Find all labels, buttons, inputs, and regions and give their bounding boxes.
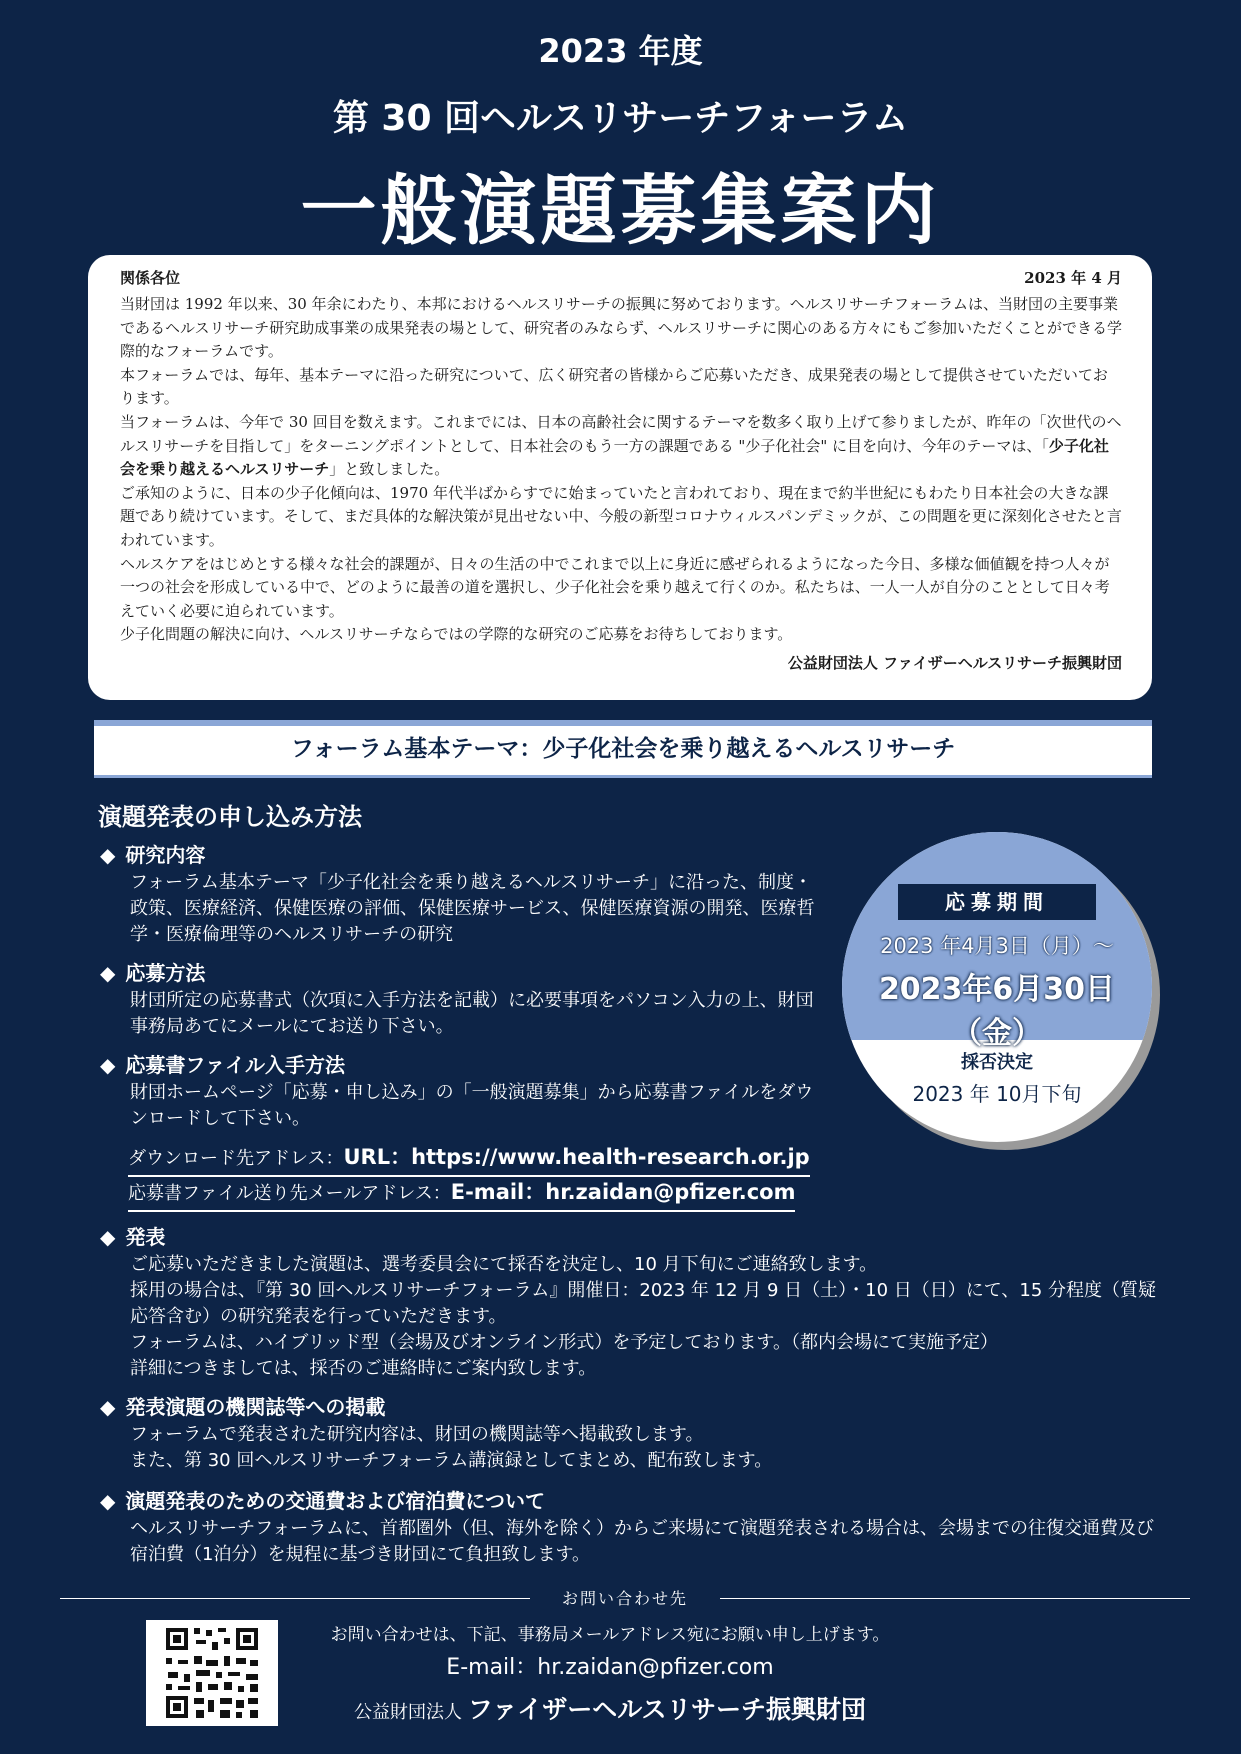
qr-code-icon[interactable] <box>146 1620 278 1726</box>
contact-email-link[interactable]: E-mail：hr.zaidan@pfizer.com <box>446 1655 774 1680</box>
download-url-line <box>128 1142 810 1177</box>
section-title: 応募方法 <box>125 961 206 985</box>
diamond-icon: ◆ <box>100 1395 116 1419</box>
section-presentation <box>100 1222 1160 1382</box>
section-body: 財団所定の応募書式（次項に入手方法を記載）に必要事項をパソコン入力の上、財団事務局あてにメールにてお送り下さい。 <box>130 990 814 1037</box>
period-end: 2023年6月30日（金） <box>878 972 1116 1051</box>
org-prefix: 公益財団法人 <box>354 1702 462 1723</box>
section-apply-method <box>100 958 820 1040</box>
submit-email-line <box>128 1177 795 1212</box>
letter-text: 当フォーラムは、今年で 30 回目を数えます。これまでには、日本の高齢社会に関するテーマを数多く取り上げて参りましたが、昨年の「次世代のヘルスリサーチを目指して」をターニングポイントとして、日本社会のもう一方の課題である "少子化社会" に目を向け、今年のテーマは、「 <box>120 412 1122 455</box>
letter-text: 」と致しました。 <box>329 460 450 479</box>
application-period-badge <box>842 832 1152 1142</box>
apply-heading: 演題発表の申し込み方法 <box>98 803 362 831</box>
year-heading: 2023 年度 <box>538 32 703 70</box>
letter-paragraph: ご承知のように、日本の少子化傾向は、1970 年代半ばからすでに始まっていたと言われており、現在まで約半世紀にもわたり日本社会の大きな課題であり続けています。そして、まだ具体的な解決策が見出せない中、今般の新型コロナウィルスパンデミックが、この問題を更に深刻化させたと言われています。 <box>120 483 1122 549</box>
letter-signature: 公益財団法人 ファイザーヘルスリサーチ振興財団 <box>787 653 1122 672</box>
section-research-content <box>100 840 820 948</box>
section-body: フォーラム基本テーマ「少子化社会を乗り越えるヘルスリサーチ」に沿った、制度・政策、医療経済、保健医療の評価、保健医療サービス、保健医療資源の開発、医療哲学・医療倫理等のヘルスリサーチの研究 <box>130 872 815 945</box>
section-body: ヘルスリサーチフォーラムに、首都圏外（但、海外を除く）からご来場にて演題発表される場合は、会場までの往復交通費及び宿泊費（1泊分）を規程に基づき財団にて負担致します。 <box>130 1518 1155 1565</box>
forum-title: 第 30 回ヘルスリサーチフォーラム <box>332 98 909 139</box>
section-file-download <box>100 1050 820 1132</box>
letter-salutation: 関係各位 <box>120 269 181 287</box>
section-title: 研究内容 <box>125 843 206 867</box>
divider <box>60 1598 530 1599</box>
section-journal <box>100 1392 1160 1474</box>
diamond-icon: ◆ <box>100 1053 116 1077</box>
section-body: ご応募いただきました演題は、選考委員会にて採否を決定し、10 月下旬にご連絡致します。 <box>130 1254 878 1275</box>
letter-paragraph: ヘルスケアをはじめとする様々な社会的課題が、日々の生活の中でこれまで以上に身近に感ぜられるようになった今日、多様な価値観を持つ人々が一つの社会を形成している中で、どのように最善の道を選択し、少子化社会を乗り越えて行くのか。私たちは、一人一人が自分のこととして日々考えていく必要に迫られています。 <box>120 554 1110 620</box>
period-label: 応募期間 <box>898 884 1096 920</box>
url-label: ダウンロード先アドレス： <box>128 1148 344 1169</box>
section-body: また、第 30 回ヘルスリサーチフォーラム講演録としてまとめ、配布致します。 <box>130 1450 773 1471</box>
section-travel-expenses <box>100 1486 1160 1568</box>
letter-date: 2023 年 4 月 <box>1024 269 1122 287</box>
page-title: 一般演題募集案内 <box>300 166 941 255</box>
contact-intro: お問い合わせは、下記、事務局メールアドレス宛にお願い申し上げます。 <box>330 1625 890 1645</box>
email-label: 応募書ファイル送り先メールアドレス： <box>128 1183 451 1204</box>
diamond-icon: ◆ <box>100 1489 116 1513</box>
divider <box>720 1598 1190 1599</box>
section-body: フォーラムは、ハイブリッド型（会場及びオンライン形式）を予定しております。（都内会場にて実施予定） <box>130 1332 998 1353</box>
section-body: 詳細につきましては、採否のご連絡時にご案内致します。 <box>130 1358 597 1379</box>
decision-label: 採否決定 <box>961 1052 1033 1073</box>
letter-paragraph <box>120 411 1122 482</box>
period-start: 2023 年4月3日（月）〜 <box>880 934 1114 958</box>
org-name: ファイザーヘルスリサーチ振興財団 <box>467 1695 866 1724</box>
theme-banner: フォーラム基本テーマ：少子化社会を乗り越えるヘルスリサーチ <box>94 720 1152 778</box>
letter-theme-emphasis: 少子化社会を乗り越えるヘルスリサーチ <box>120 436 1109 479</box>
section-body: フォーラムで発表された研究内容は、財団の機関誌等へ掲載致します。 <box>130 1424 704 1445</box>
letter-paragraph: 本フォーラムでは、毎年、基本テーマに沿った研究について、広く研究者の皆様からご応募いただき、成果発表の場として提供させていただいております。 <box>120 365 1108 408</box>
letter-paragraph: 少子化問題の解決に向け、ヘルスリサーチならではの学際的な研究のご応募をお待ちしております。 <box>120 625 793 644</box>
decision-date: 2023 年 10月下旬 <box>912 1082 1082 1106</box>
letter-paragraph: 当財団は 1992 年以来、30 年余にわたり、本邦におけるヘルスリサーチの振興に努めております。ヘルスリサーチフォーラムは、当財団の主要事業であるヘルスリサーチ研究助成事業の成果発表の場として、研究者のみならず、ヘルスリサーチに関心のある方々にもご参加いただくことができる学際的なフォーラムです。 <box>120 295 1123 361</box>
section-body: 財団ホームページ「応募・申し込み」の「一般演題募集」から応募書ファイルをダウンロードして下さい。 <box>130 1082 814 1129</box>
diamond-icon: ◆ <box>100 843 116 867</box>
submit-email-link[interactable]: E-mail：hr.zaidan@pfizer.com <box>450 1180 796 1204</box>
diamond-icon: ◆ <box>100 961 116 985</box>
section-title: 発表 <box>125 1225 166 1249</box>
greeting-letter <box>88 255 1152 700</box>
download-url-link[interactable]: URL：https://www.health-research.or.jp <box>343 1145 810 1169</box>
section-body: 採用の場合は、『第 30 回ヘルスリサーチフォーラム』開催日：2023 年 12 月 9 日（土）・10 日（日）にて、15 分程度（質疑応答含む）の研究発表を行っていただきます。 <box>130 1280 1157 1327</box>
diamond-icon: ◆ <box>100 1225 116 1249</box>
section-title: 発表演題の機関誌等への掲載 <box>125 1395 386 1419</box>
section-title: 演題発表のための交通費および宿泊費について <box>125 1489 545 1513</box>
section-title: 応募書ファイル入手方法 <box>125 1053 345 1077</box>
contact-organization <box>300 1690 920 1726</box>
contact-label: お問い合わせ先 <box>561 1589 688 1608</box>
